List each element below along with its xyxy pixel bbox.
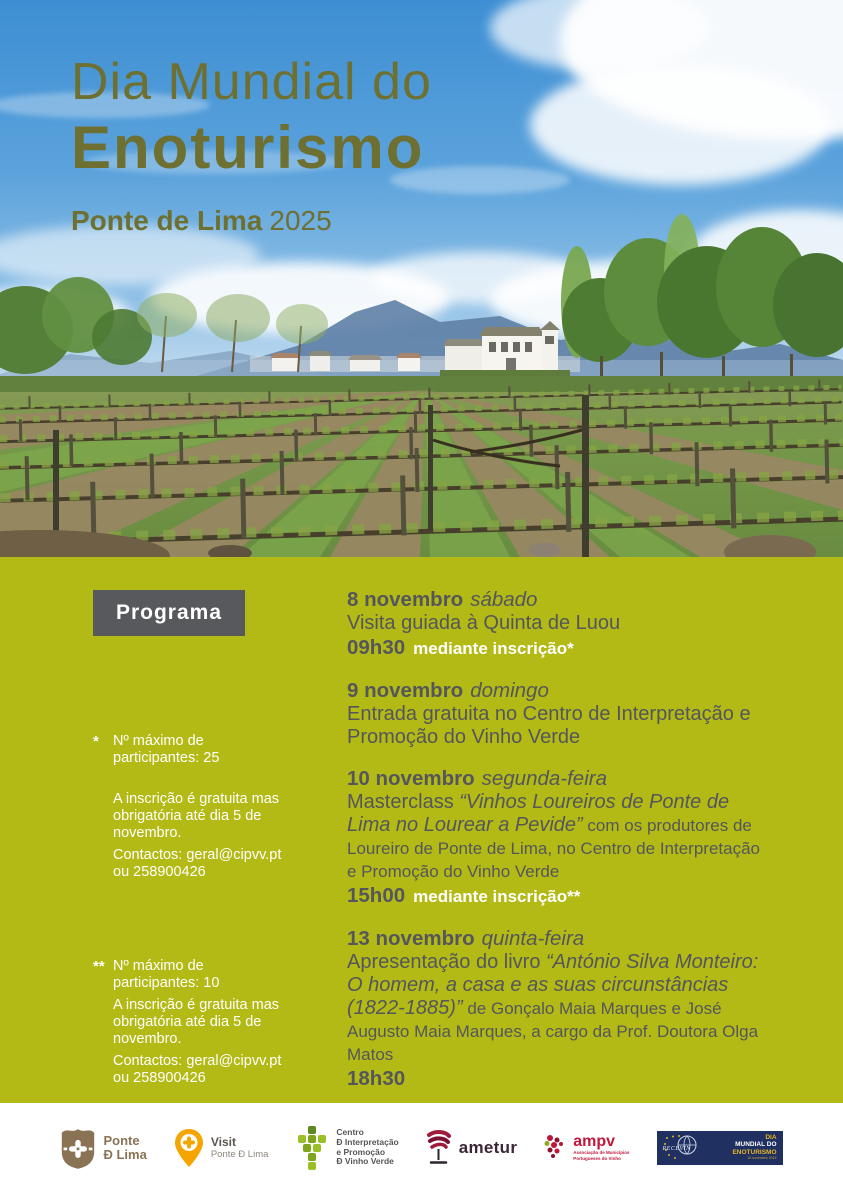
event-time: 18h30 (347, 1067, 406, 1090)
recevin-line3: ENOTURISMO (732, 1148, 777, 1156)
subtitle-place: Ponte de Lima (71, 205, 263, 237)
event-date: 10 novembro (347, 767, 475, 790)
recevin-line1: DIA (765, 1134, 777, 1141)
footnote-1-contacts: Contactos: geral@cipvv.pt ou 258900426 (113, 847, 282, 880)
hero-titles (71, 54, 432, 237)
recevin-line2: MUNDIAL DO (735, 1141, 777, 1148)
logo-recevin-dia-mundial (657, 1131, 783, 1165)
event-description: Visita guiada à Quinta de Luou (347, 612, 621, 634)
vineyard-photo (0, 0, 843, 557)
event-date-line (347, 926, 767, 951)
logo-ametur (426, 1130, 518, 1166)
event-time-line (347, 635, 767, 661)
event-time: 09h30 (347, 636, 406, 659)
cipvv-line1: Centro (336, 1126, 364, 1137)
event-desc-lead: Apresentação do livro (347, 951, 547, 973)
footnote-1 (93, 733, 291, 881)
footnote-1-marker: * (93, 733, 99, 750)
footnote-2-marker: ** (93, 958, 105, 975)
footnote-1-body (113, 733, 291, 881)
footnote-1-inscription: A inscrição é gratuita mas obrigatória até dia 5 de novembro. (113, 791, 280, 841)
program-section (0, 557, 843, 1103)
ampv-label: ampv (573, 1133, 616, 1150)
ampv-sub2: Portugueses do Vinho (573, 1155, 621, 1161)
ampv-logo-text (573, 1134, 629, 1161)
ampv-sub1: Associação de Municípios (573, 1150, 630, 1155)
footnote-2-inscription: A inscrição é gratuita mas obrigatória até dia 5 de novembro. (113, 997, 280, 1047)
program-left-column (93, 557, 343, 1103)
subtitle (71, 205, 432, 237)
ampv-grape-dots-icon (544, 1134, 566, 1161)
event-note: mediante inscrição* (413, 639, 574, 658)
event-10-novembro (347, 766, 767, 909)
footnote-2 (93, 958, 291, 1087)
event-8-novembro (347, 587, 767, 661)
event-description (347, 791, 767, 883)
recevin-date: 10 novembro 2019 (747, 1156, 777, 1160)
logo-ponte-de-lima (60, 1125, 146, 1171)
event-weekday: quinta-feira (481, 927, 585, 950)
event-9-novembro (347, 678, 767, 749)
logo-cipvv (295, 1126, 398, 1170)
visit-logo-text (211, 1136, 269, 1160)
event-weekday: sábado (470, 588, 538, 611)
ametur-logo-text: ametur (458, 1137, 518, 1157)
event-date: 8 novembro (347, 588, 464, 611)
visit-pin-icon (174, 1128, 204, 1168)
visit-line1: Visit (210, 1134, 236, 1149)
subtitle-year: 2025 (269, 205, 332, 237)
ponte-de-lima-logo-text (103, 1134, 146, 1161)
event-weekday: segunda-feira (481, 767, 607, 790)
event-desc-detail: com os produtores de Loureiro de Ponte de Lima, no Centro de Interpretação e Promoção do Vinho Verde (347, 816, 760, 881)
cipvv-line3: e Promoção (336, 1146, 386, 1157)
footnote-1-participants: Nº máximo de participantes: 25 (113, 733, 220, 766)
event-date-line (347, 766, 767, 791)
recevin-wordmark: RECEVIN (662, 1145, 691, 1152)
recevin-title-text (732, 1134, 776, 1161)
event-desc-lead: Masterclass (347, 791, 460, 813)
cipvv-logo-text (336, 1128, 398, 1167)
footnote-2-contacts: Contactos: geral@cipvv.pt ou 258900426 (113, 1053, 282, 1086)
footnote-2-body (113, 958, 291, 1087)
logo-ampv (544, 1134, 629, 1161)
event-weekday: domingo (470, 679, 549, 702)
cipvv-line4: Ð Vinho Verde (336, 1156, 394, 1167)
recevin-globe (661, 1134, 707, 1162)
program-label-badge: Programa (93, 590, 245, 636)
event-time-line (347, 1066, 767, 1091)
title-line2: Enoturismo (71, 114, 425, 182)
event-description: Entrada gratuita no Centro de Interpretação e Promoção do Vinho Verde (347, 703, 751, 748)
event-date-line (347, 678, 767, 703)
event-desc-quote: “Vinhos Loureiros de Ponte de Lima no Lourear a Pevide” (347, 791, 730, 836)
event-time-line (347, 883, 767, 909)
event-13-novembro (347, 926, 767, 1091)
grape-cluster-icon (295, 1126, 329, 1170)
ponte-de-lima-line2: Ð Lima (103, 1146, 147, 1162)
ponte-de-lima-shield-icon (60, 1125, 96, 1171)
logo-visit-ponte-de-lima (174, 1128, 269, 1168)
event-date-line (347, 587, 767, 612)
event-desc-detail: de Gonçalo Maia Marques e José Augusto Maia Marques, a cargo da Prof. Doutora Olga Matos (347, 999, 759, 1064)
wine-glass-swirl-icon (426, 1130, 452, 1166)
event-note: mediante inscrição** (413, 887, 581, 906)
visit-line2: Ponte Ð Lima (210, 1148, 269, 1160)
footnote-2-participants: Nº máximo de participantes: 10 (113, 958, 220, 991)
cipvv-line2: Ð Interpretação (336, 1136, 399, 1147)
event-date: 9 novembro (347, 679, 464, 702)
partner-logos-footer (0, 1103, 843, 1192)
title-line1: Dia Mundial do (71, 53, 432, 111)
event-time: 15h00 (347, 884, 406, 907)
program-events-column (347, 557, 767, 1103)
event-desc-quote: “António Silva Monteiro: O homem, a casa e as suas circunstâncias (1822-1885)” (347, 951, 759, 1019)
ponte-de-lima-line1: Ponte (103, 1133, 140, 1148)
event-description (347, 951, 767, 1066)
event-date: 13 novembro (347, 927, 475, 950)
